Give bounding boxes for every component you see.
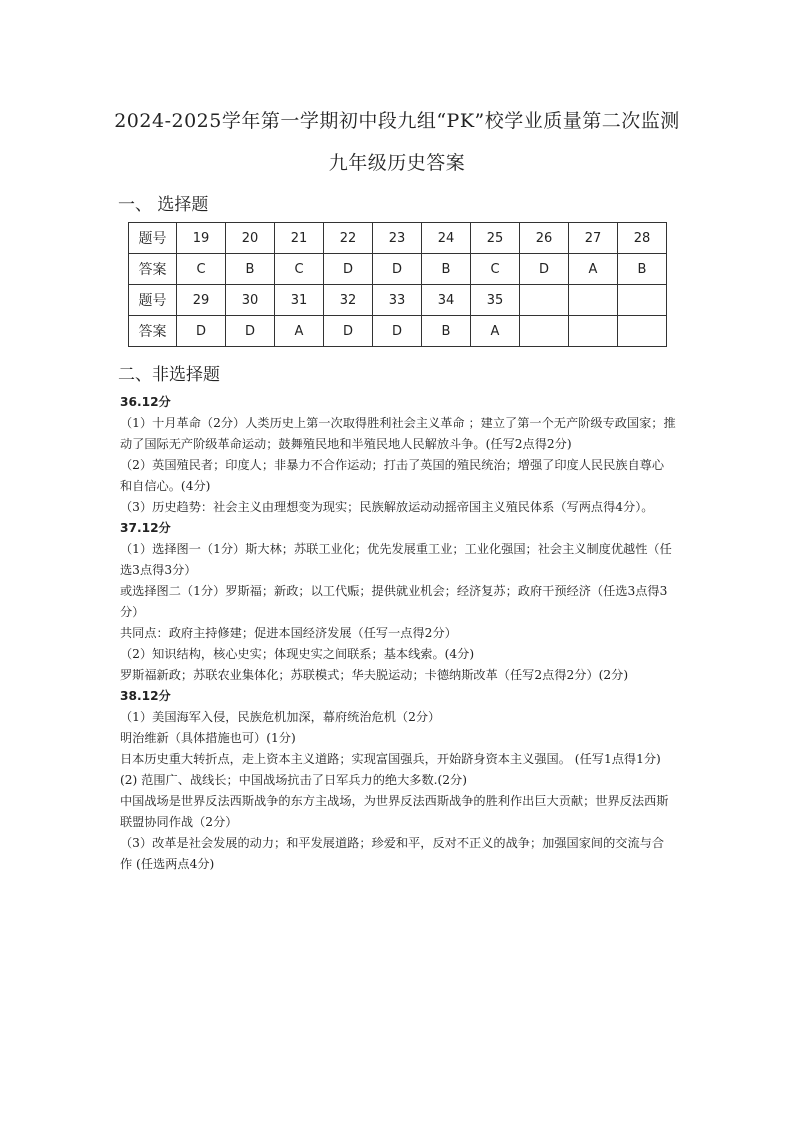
answer-cell [569, 316, 618, 347]
table-row [129, 223, 667, 254]
question-number: 29 [177, 285, 226, 316]
answer-paragraph: 明治维新（具体措施也可）(1分) [120, 731, 296, 745]
question-heading: 36.12分 [120, 395, 171, 409]
question-number: 26 [520, 223, 569, 254]
table-row [129, 316, 667, 347]
answer-cell: D [226, 316, 275, 347]
answer-cell: D [520, 254, 569, 285]
answer-cell: C [471, 254, 520, 285]
question-number: 34 [422, 285, 471, 316]
row-header-answer: 答案 [129, 254, 177, 285]
answer-paragraph: （3）历史趋势：社会主义由理想变为现实；民族解放运动动摇帝国主义殖民体系（写两点得4分）。 [120, 500, 654, 514]
question-number: 33 [373, 285, 422, 316]
question-number: 21 [275, 223, 324, 254]
answer-cell: A [275, 316, 324, 347]
answer-paragraph: 中国战场是世界反法西斯战争的东方主战场，为世界反法西斯战争的胜利作出巨大贡献；世界反法西斯联盟协同作战（2分） [120, 794, 669, 829]
question-number: 25 [471, 223, 520, 254]
answer-cell: D [373, 316, 422, 347]
question-number: 31 [275, 285, 324, 316]
answer-cell: C [275, 254, 324, 285]
table-row [129, 285, 667, 316]
answer-cell: D [324, 254, 373, 285]
question-number [569, 285, 618, 316]
question-number [618, 285, 667, 316]
question-number: 19 [177, 223, 226, 254]
answer-paragraph: (2) 范围广、战线长；中国战场抗击了日军兵力的绝大多数.(2分) [120, 773, 467, 787]
question-number: 24 [422, 223, 471, 254]
answer-paragraph: 或选择图二（1分）罗斯福；新政；以工代赈；提供就业机会；经济复苏；政府干预经济（任选3点得3分） [120, 584, 668, 619]
question-number [520, 285, 569, 316]
answer-cell: D [324, 316, 373, 347]
answer-paragraph: （1）选择图一（1分）斯大林；苏联工业化；优先发展重工业；工业化强国；社会主义制度优越性（任选3点得3分） [120, 542, 672, 577]
question-number: 23 [373, 223, 422, 254]
answer-paragraph: 共同点：政府主持修建；促进本国经济发展（任写一点得2分） [120, 626, 457, 640]
answer-cell: D [373, 254, 422, 285]
table-row [129, 254, 667, 285]
answer-paragraph: （1）十月革命（2分）人类历史上第一次取得胜利社会主义革命 ；建立了第一个无产阶级专政国家；推动了国际无产阶级革命运动；鼓舞殖民地和半殖民地人民解放斗争。(任写2点得2分) [120, 416, 676, 451]
row-header-number: 题号 [129, 285, 177, 316]
question-number: 22 [324, 223, 373, 254]
row-header-answer: 答案 [129, 316, 177, 347]
section-non-choice-title: 二、非选择题 [118, 365, 220, 385]
question-number: 30 [226, 285, 275, 316]
document-title: 2024-2025学年第一学期初中段九组“PK”校学业质量第二次监测 [114, 110, 680, 132]
question-number: 28 [618, 223, 667, 254]
answer-cell [618, 316, 667, 347]
question-number: 27 [569, 223, 618, 254]
answer-cell: C [177, 254, 226, 285]
answer-paragraph: （2）英国殖民者；印度人；非暴力不合作运动；打击了英国的殖民统治；增强了印度人民民族自尊心和自信心。(4分) [120, 458, 665, 493]
question-number: 20 [226, 223, 275, 254]
answer-cell: B [422, 254, 471, 285]
document-subtitle: 九年级历史答案 [328, 152, 466, 174]
question-heading: 38.12分 [120, 689, 171, 703]
question-number: 35 [471, 285, 520, 316]
answer-cell: B [618, 254, 667, 285]
row-header-number: 题号 [129, 223, 177, 254]
answer-cell [520, 316, 569, 347]
answer-paragraph: （1）美国海军入侵，民族危机加深，幕府统治危机（2分） [120, 710, 441, 724]
answer-cell: B [422, 316, 471, 347]
answer-cell: B [226, 254, 275, 285]
answer-table [128, 222, 667, 347]
answer-paragraph: （3）改革是社会发展的动力；和平发展道路；珍爱和平，反对不正义的战争；加强国家间的交流与合作 (任选两点4分) [120, 836, 665, 871]
answer-paragraph: （2）知识结构，核心史实；体现史实之间联系；基本线索。(4分) [120, 647, 475, 661]
question-heading: 37.12分 [120, 521, 171, 535]
answer-cell: A [569, 254, 618, 285]
answer-cell: D [177, 316, 226, 347]
answer-body [120, 392, 676, 875]
answer-cell: A [471, 316, 520, 347]
answer-paragraph: 罗斯福新政；苏联农业集体化；苏联模式；华夫脱运动；卡德纳斯改革（任写2点得2分）(2分) [120, 668, 629, 682]
section-multiple-choice-title: 一、 选择题 [118, 195, 209, 215]
answer-paragraph: 日本历史重大转折点，走上资本主义道路；实现富国强兵，开始跻身资本主义强国。 (任写1点得1分) [120, 752, 661, 766]
question-number: 32 [324, 285, 373, 316]
